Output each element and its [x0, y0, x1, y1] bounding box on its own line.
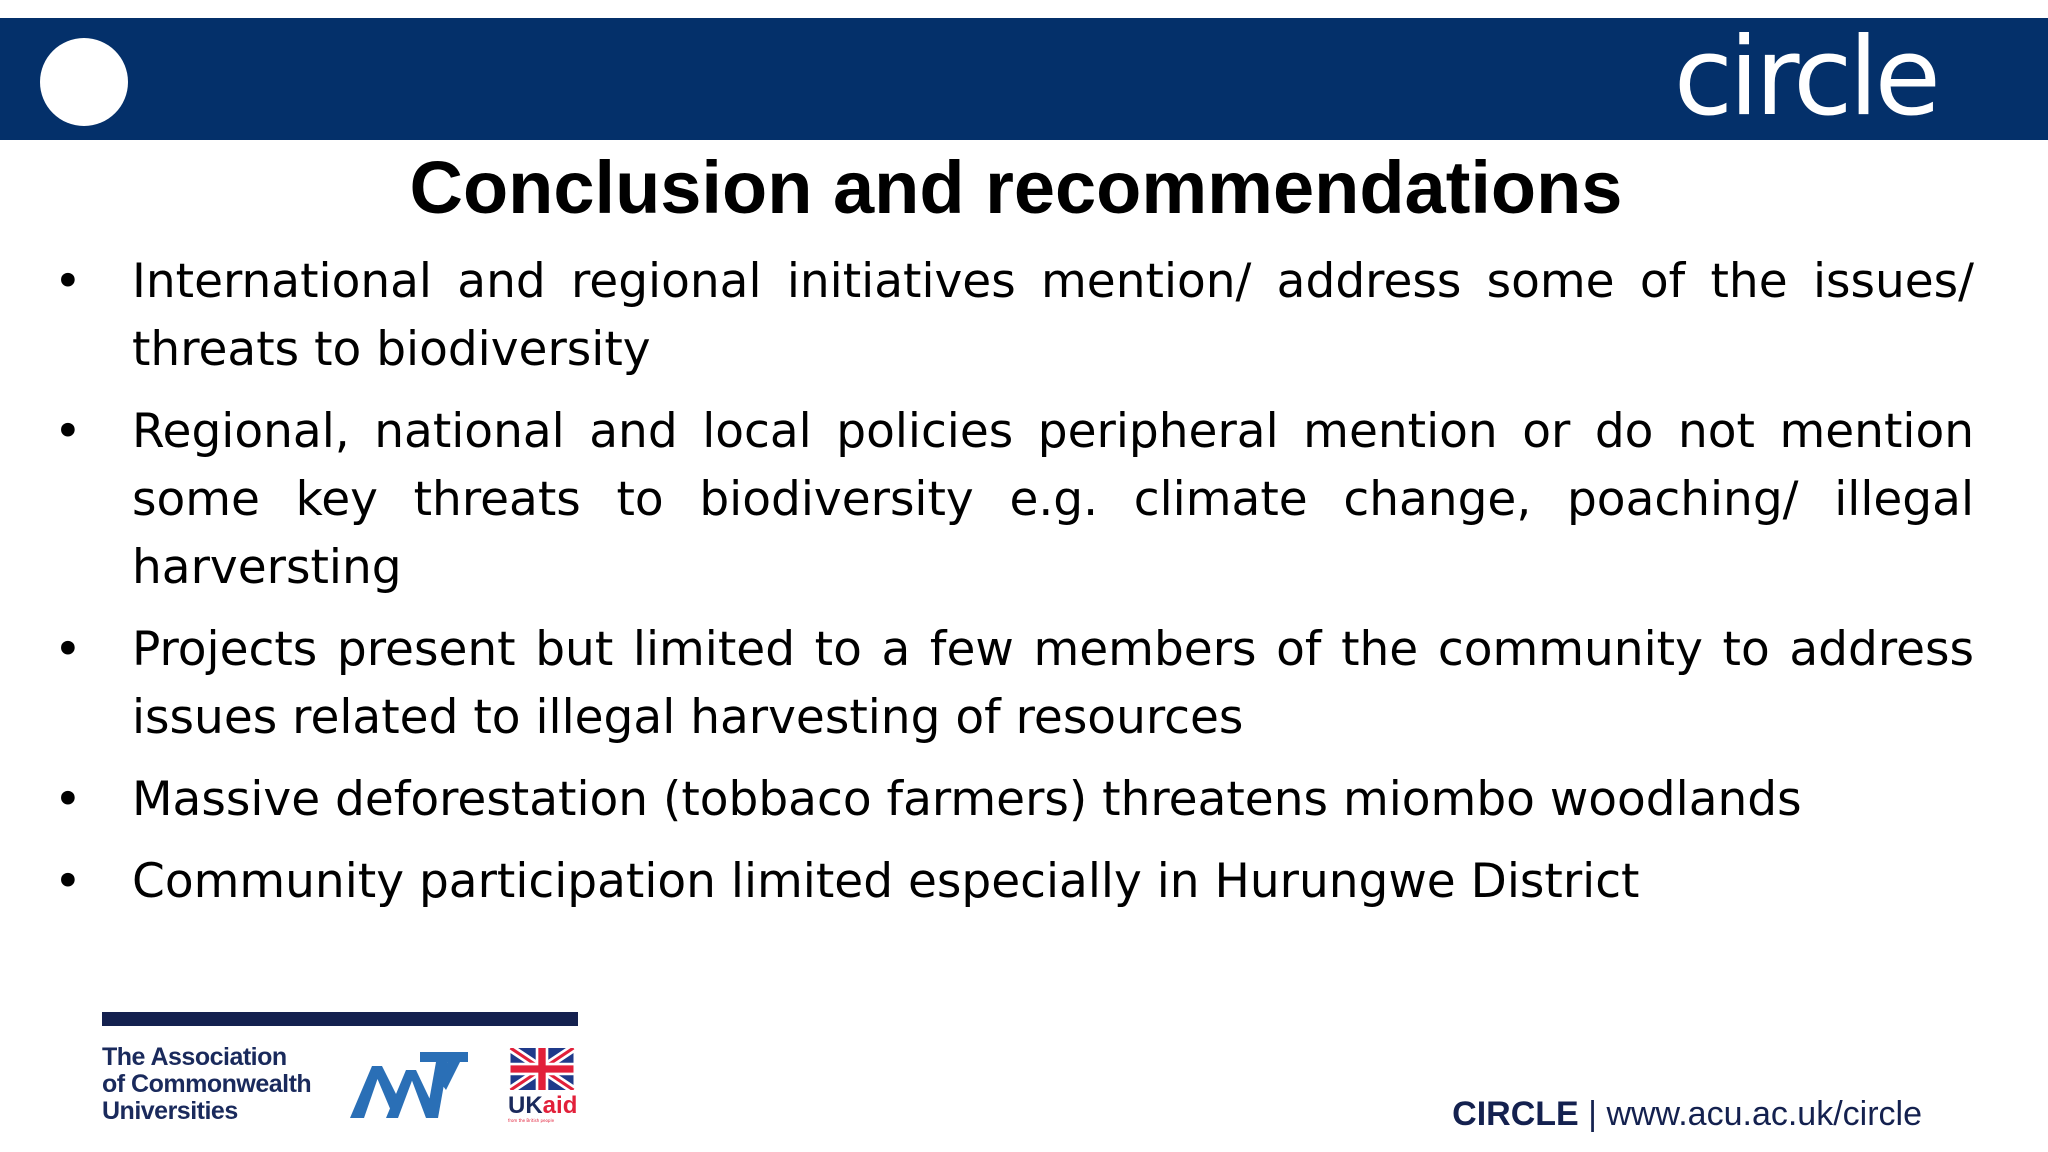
circle-logo: circle [1673, 15, 1937, 140]
footer-brand: CIRCLE [1452, 1095, 1579, 1133]
acu-name [102, 1044, 311, 1125]
header-circle-icon [40, 38, 128, 126]
bullet-text: Projects present but limited to a few members of the community to address issues related to illegal harvesting of resources [132, 622, 1974, 745]
ukaid-uk: UK [508, 1092, 543, 1119]
bullet-marker: • [54, 254, 82, 309]
bullet-text: Community participation limited especially in Hurungwe District [132, 854, 1640, 909]
bullet-item [54, 766, 1974, 834]
ukaid-aid: aid [542, 1092, 578, 1119]
bullet-marker: • [54, 772, 82, 827]
footer-url[interactable]: www.acu.ac.uk/circle [1606, 1095, 1922, 1133]
acu-name-line: of Commonwealth [102, 1070, 312, 1098]
bullet-marker: • [54, 854, 82, 909]
slide-title: Conclusion and recommendations [409, 146, 1623, 229]
bullet-text: Regional, national and local policies peripheral mention or do not mention some key threats to biodiversity e.g. climate change, poaching/ illegal harversting [132, 404, 1974, 595]
bullet-item [54, 616, 1974, 752]
union-flag-icon [508, 1048, 576, 1090]
bullet-item [54, 248, 1974, 384]
footer-rule [102, 1012, 578, 1026]
footer-text [1452, 1094, 1922, 1134]
acu-name-line: Universities [102, 1097, 238, 1125]
acu-name-line: The Association [102, 1043, 287, 1071]
bullet-item [54, 848, 1974, 916]
bullet-marker: • [54, 404, 82, 459]
bullet-item [54, 398, 1974, 602]
footer-separator: | [1578, 1095, 1607, 1133]
header-bar [0, 15, 2048, 140]
ukaid-wordmark [508, 1094, 577, 1118]
bullet-marker: • [54, 622, 82, 677]
acu-emblem-icon [350, 1046, 468, 1122]
bullet-text: Massive deforestation (tobbaco farmers) threatens miombo woodlands [132, 772, 1802, 827]
ukaid-logo [508, 1048, 578, 1124]
ukaid-tagline: from the British people [508, 1118, 555, 1123]
bullet-text: International and regional initiatives mention/ address some of the issues/ threats to biodiversity [132, 254, 1974, 377]
bullet-list [54, 248, 1974, 930]
